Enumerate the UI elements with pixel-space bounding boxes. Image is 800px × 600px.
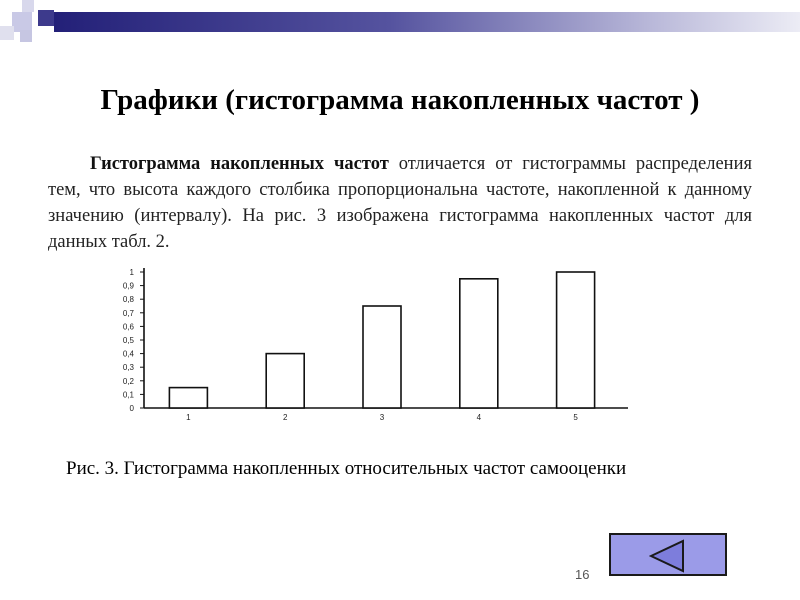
- y-tick-label: 0,1: [122, 390, 134, 400]
- bar: [266, 354, 304, 408]
- y-tick-label: 1: [129, 268, 134, 277]
- paragraph-bold-term: Гистограмма накопленных частот: [90, 154, 389, 174]
- paragraph-text: отличается от гистограммы распределения тем, что высота каждого столбика пропорциональна частоте, накопленной к данному значению (интервалу). На рис. 3 изображена гистограмма накопленных частот для данных табл. 2.: [48, 154, 752, 252]
- x-tick-label: 4: [476, 413, 482, 422]
- y-tick-label: 0,4: [122, 349, 134, 359]
- x-tick-label: 1: [186, 413, 191, 422]
- x-tick-label: 5: [573, 413, 578, 422]
- decor-square: [22, 0, 34, 12]
- x-tick-label: 2: [282, 413, 288, 422]
- x-tick-label: 3: [379, 413, 385, 422]
- slide-number: 16: [575, 567, 590, 582]
- y-tick-label: 0,9: [122, 281, 134, 291]
- y-tick-label: 0,6: [122, 322, 134, 332]
- bar: [460, 279, 498, 408]
- bar: [557, 272, 595, 408]
- back-button[interactable]: [609, 533, 727, 576]
- y-tick-label: 0,3: [122, 363, 134, 373]
- body-paragraph: [48, 151, 752, 255]
- slide-title: Графики (гистограмма накопленных частот ): [100, 84, 700, 116]
- y-tick-label: 0,2: [122, 376, 134, 386]
- decor-square: [38, 10, 54, 26]
- decor-square: [12, 12, 32, 32]
- decor-square: [0, 26, 14, 40]
- bar: [363, 306, 401, 408]
- header-gradient-bar: [54, 12, 800, 32]
- y-tick-label: 0: [129, 404, 134, 413]
- cumulative-histogram-chart: [110, 258, 640, 428]
- y-tick-label: 0,8: [122, 295, 134, 305]
- y-tick-label: 0,7: [122, 308, 134, 318]
- bar: [169, 388, 207, 408]
- y-tick-label: 0,5: [122, 336, 134, 345]
- figure-caption: Рис. 3. Гистограмма накопленных относительных частот самооценки: [66, 458, 627, 479]
- decor-square: [20, 30, 32, 42]
- triangle-left-icon: [649, 539, 685, 573]
